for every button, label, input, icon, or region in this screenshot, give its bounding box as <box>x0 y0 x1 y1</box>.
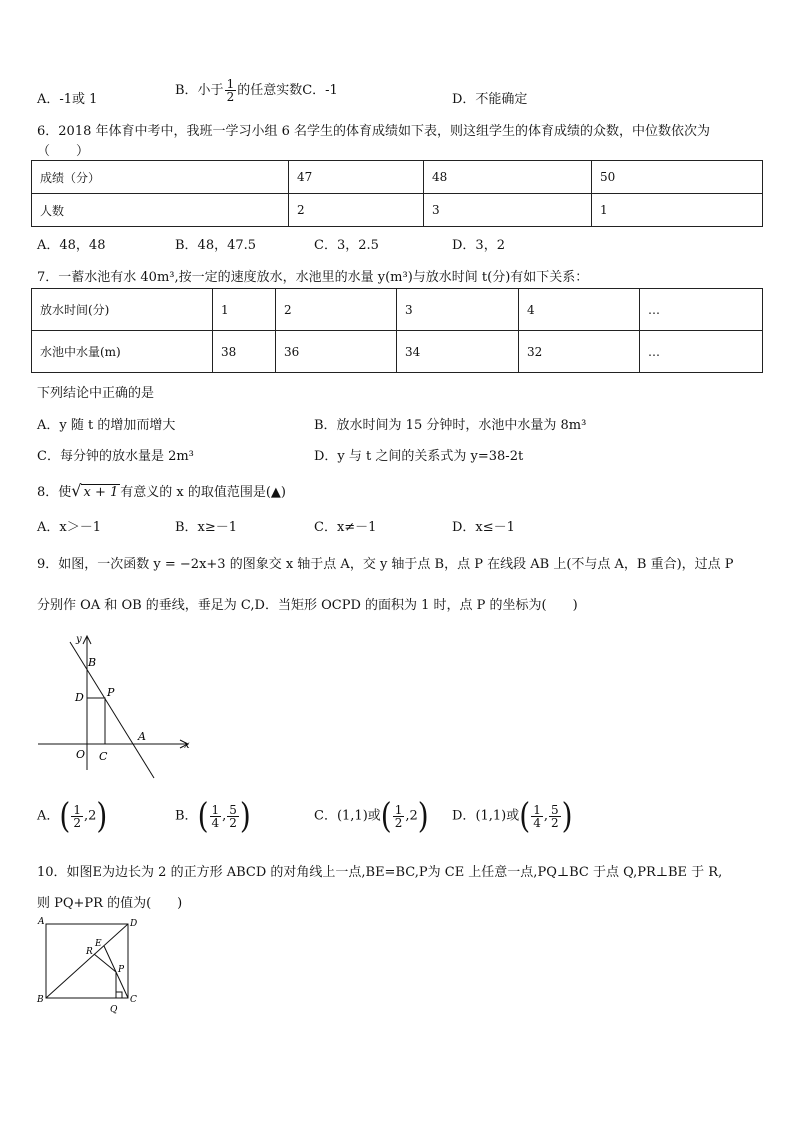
option-letter: B． <box>175 808 198 824</box>
label-c: C <box>130 995 137 1005</box>
table-cell: 48 <box>424 161 592 194</box>
label-q: Q <box>110 1005 118 1015</box>
table-cell: 2 <box>289 194 424 227</box>
q8-stem-prefix: 8．使 <box>37 485 72 500</box>
q7-water-table <box>31 288 763 373</box>
fraction-denominator: 2 <box>229 815 237 830</box>
fraction-numerator: 1 <box>533 802 541 817</box>
q7-option-c: C．每分钟的放水量是 2m³ <box>37 449 194 464</box>
or-word: 或 <box>506 808 520 824</box>
right-paren-icon: ) <box>561 794 573 836</box>
table-cell: 人数 <box>32 194 289 227</box>
q5-option-b-prefix: B．小于 <box>175 83 224 98</box>
coordinate-tail: ,2 <box>405 808 418 824</box>
q6-stem-paren: （ ） <box>37 144 90 159</box>
table-row <box>32 161 763 194</box>
q8-stem-suffix: 有意义的 x 的取值范围是(▲) <box>120 485 286 500</box>
left-paren-icon: ( <box>519 794 531 836</box>
q10-square-figure <box>34 914 150 1018</box>
fraction <box>71 804 83 829</box>
fraction-numerator: 5 <box>551 802 559 817</box>
q6-option-b: B．48，47.5 <box>175 238 257 253</box>
label-r: R <box>86 947 93 957</box>
fraction-denominator: 2 <box>551 815 559 830</box>
q8-option-a: A．x＞－1 <box>37 520 101 535</box>
q8-radicand: x + 1 <box>83 485 119 500</box>
fraction-denominator: 4 <box>533 815 541 830</box>
q6-option-a: A．48，48 <box>37 238 106 253</box>
fraction <box>531 804 543 829</box>
right-paren-icon: ) <box>239 794 251 836</box>
right-angle-mark-q <box>116 992 122 998</box>
q6-score-table <box>31 160 763 227</box>
point-one-one: (1,1) <box>336 808 368 824</box>
q10-stem-line2: 则 PQ+PR 的值为( ) <box>37 896 183 911</box>
right-paren-icon: ) <box>417 794 429 836</box>
label-p: P <box>118 965 125 975</box>
label-d: D <box>75 691 84 704</box>
q6-option-d: D．3，2 <box>452 238 505 253</box>
option-letter: C． <box>314 808 337 824</box>
point-one-one: (1,1) <box>475 808 507 824</box>
table-cell: 38 <box>213 331 276 373</box>
fraction-numerator: 1 <box>73 802 81 817</box>
fraction <box>549 804 561 829</box>
q9-option-c <box>314 794 429 836</box>
label-y: y <box>76 634 82 645</box>
table-cell: 3 <box>424 194 592 227</box>
label-o: O <box>76 748 86 761</box>
fraction-denominator: 2 <box>73 815 81 830</box>
q7-stem: 7．一蓄水池有水 40m³,按一定的速度放水，水池里的水量 y(m³)与放水时间 t(分)有如下关系： <box>37 270 589 285</box>
q5-option-b-suffix: 的任意实数 <box>237 83 303 98</box>
q6-stem: 6．2018 年体育中考中，我班一学习小组 6 名学生的体育成绩如下表，则这组学生的体育成绩的众数，中位数依次为 <box>37 124 711 139</box>
label-p: P <box>107 686 115 699</box>
q9-linear-function-figure <box>30 630 200 785</box>
table-cell: 3 <box>397 289 519 331</box>
q9-stem-line2: 分别作 OA 和 OB 的垂线，垂足为 C,D．当矩形 OCPD 的面积为 1 时，点 P 的坐标为( ) <box>37 598 578 613</box>
table-cell: 34 <box>397 331 519 373</box>
q7-option-a: A．y 随 t 的增加而增大 <box>37 418 176 433</box>
q8-stem <box>37 481 286 500</box>
table-cell: … <box>640 331 763 373</box>
left-paren-icon: ( <box>59 794 71 836</box>
label-x: x <box>184 740 190 751</box>
option-letter: A． <box>37 808 60 824</box>
left-paren-icon: ( <box>380 794 392 836</box>
q5-option-c: C．-1 <box>302 83 338 98</box>
left-paren-icon: ( <box>197 794 209 836</box>
table-cell: 1 <box>213 289 276 331</box>
table-cell: 1 <box>592 194 763 227</box>
q9-stem-line1: 9．如图，一次函数 y = −2x+3 的图象交 x 轴于点 A，交 y 轴于点 B，点 P 在线段 AB 上(不与点 A，B 重合)，过点 P <box>37 557 734 572</box>
table-cell: 47 <box>289 161 424 194</box>
or-word: 或 <box>367 808 381 824</box>
table-row <box>32 289 763 331</box>
table-row <box>32 331 763 373</box>
table-cell: 50 <box>592 161 763 194</box>
table-cell: 水池中水量(m) <box>32 331 213 373</box>
q8-option-b: B．x≥－1 <box>175 520 238 535</box>
fraction-numerator: 1 <box>226 77 235 91</box>
table-cell: 成绩（分） <box>32 161 289 194</box>
q8-option-d: D．x≤－1 <box>452 520 515 535</box>
fraction <box>210 804 222 829</box>
q5-option-a: A．-1或 1 <box>37 92 98 107</box>
label-a: A <box>38 917 45 927</box>
label-c: C <box>99 750 108 763</box>
table-cell: 36 <box>276 331 397 373</box>
label-a: A <box>138 730 146 743</box>
table-cell: … <box>640 289 763 331</box>
label-b: B <box>37 995 44 1005</box>
table-cell: 2 <box>276 289 397 331</box>
table-row <box>32 194 763 227</box>
sqrt-sign-icon: √ <box>71 481 82 500</box>
q5-option-b <box>175 78 338 103</box>
table-cell: 4 <box>519 289 640 331</box>
fraction-denominator: 4 <box>211 815 220 830</box>
segment-pr <box>94 954 116 972</box>
q6-option-c: C．3，2.5 <box>314 238 379 253</box>
label-b: B <box>88 656 97 669</box>
q9-option-a <box>37 794 108 836</box>
q5-option-d: D．不能确定 <box>452 92 528 107</box>
fraction-numerator: 1 <box>211 802 220 817</box>
q7-conclusion: 下列结论中正确的是 <box>37 386 155 401</box>
q7-option-d: D．y 与 t 之间的关系式为 y=38-2t <box>314 449 524 464</box>
q7-option-b: B．放水时间为 15 分钟时，水池中水量为 8m³ <box>314 418 587 433</box>
q9-option-d: D．(1,1)或( $\frac{1}{4}$ , $\frac{5}{2}$ ) <box>452 794 573 836</box>
fraction <box>227 804 239 829</box>
fraction-numerator: 5 <box>229 802 237 817</box>
fraction-denominator: 2 <box>226 90 235 104</box>
right-paren-icon: ) <box>96 794 108 836</box>
label-d: D <box>130 919 138 929</box>
q5-option-b-fraction <box>225 78 237 103</box>
table-cell: 放水时间(分) <box>32 289 213 331</box>
label-e: E <box>95 939 102 949</box>
table-cell: 32 <box>519 331 640 373</box>
coordinate-tail: ,2 <box>83 808 97 824</box>
fraction-numerator: 1 <box>394 802 403 817</box>
option-letter: D． <box>452 808 476 824</box>
fraction-denominator: 2 <box>394 815 403 830</box>
q8-option-c: C．x≠－1 <box>314 520 377 535</box>
rectangle-ocpd <box>87 698 105 744</box>
q10-stem-line1: 10．如图E为边长为 2 的正方形 ABCD 的对角线上一点,BE=BC,P为 CE 上任意一点,PQ⊥BC 于点 Q,PR⊥BE 于 R, <box>37 865 723 880</box>
fraction <box>393 804 405 829</box>
q9-option-b: B．( $\frac{1}{4}$ , $\frac{5}{2}$ ) <box>175 794 251 836</box>
